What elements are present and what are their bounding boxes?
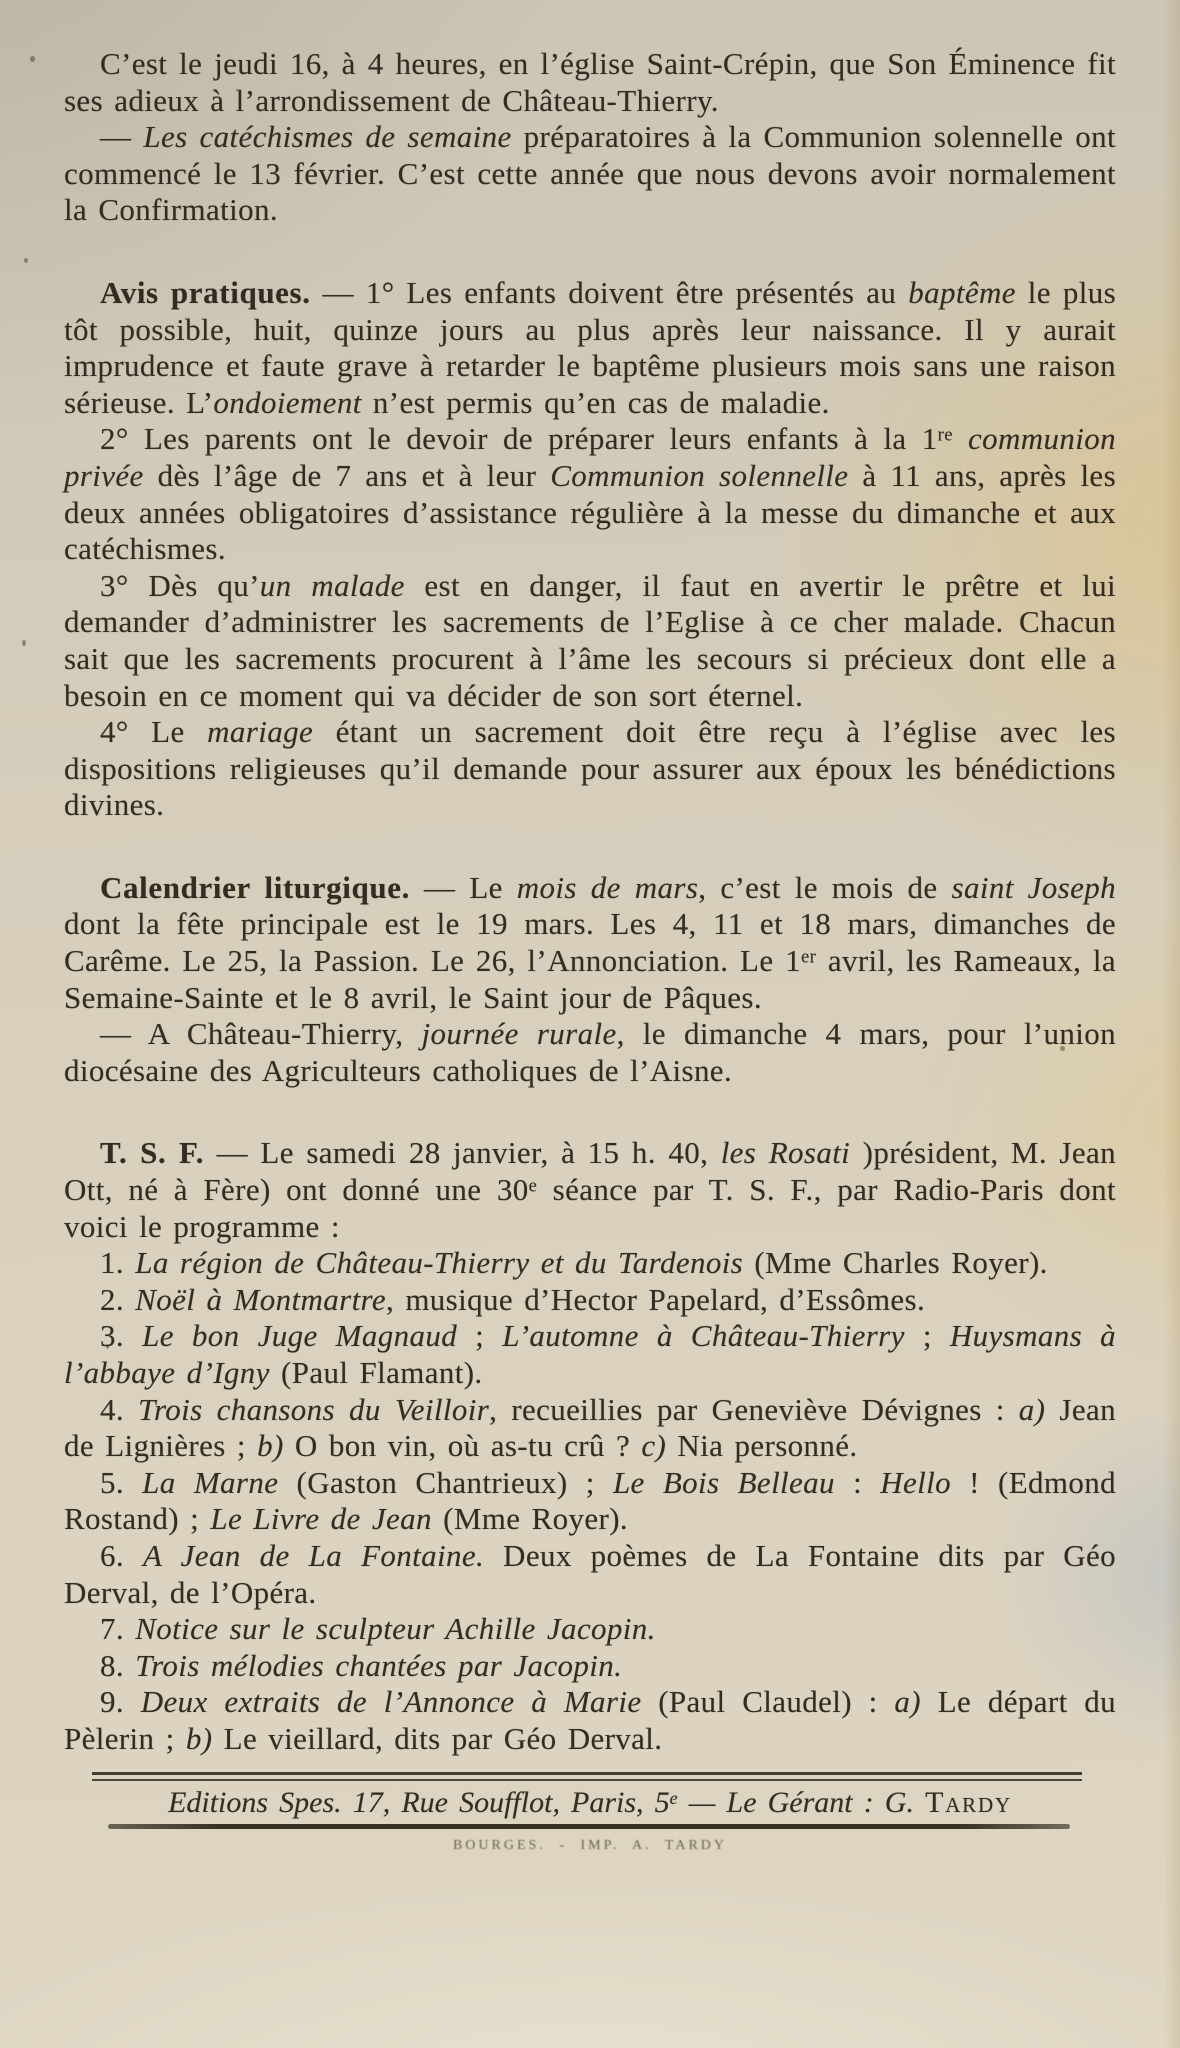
text-segment: (Mme Royer). <box>431 1501 629 1537</box>
text-segment: (Paul Claudel) : <box>641 1684 895 1720</box>
text-segment: avril, les Rameaux, la Semaine-Sainte et le 8 avril, le Saint jour de Pâques. <box>64 943 1117 1015</box>
printer-imprint: BOURGES. - IMP. A. TARDY <box>452 1837 728 1853</box>
text-segment: , recueillies par Geneviève Dévignes : <box>489 1391 1019 1427</box>
tsf-item-3 <box>64 1318 1116 1391</box>
text-segment: e <box>528 1175 538 1197</box>
text-segment: — Le Gérant : G. <box>677 1785 926 1819</box>
calendrier-heading-paragraph <box>64 870 1116 1016</box>
text-segment: Deux extraits de l’Annonce à Marie <box>140 1684 642 1720</box>
text-segment: , c’est le mois de <box>698 869 952 905</box>
text-segment: Le bon Juge Magnaud <box>142 1318 458 1354</box>
text-segment: Communion solennelle <box>550 457 849 493</box>
text-segment: Hello <box>880 1464 951 1500</box>
text-segment: ; <box>457 1318 503 1354</box>
tsf-item-7 <box>64 1611 1116 1648</box>
text-segment: 3. <box>100 1318 143 1354</box>
tsf-item-2 <box>64 1282 1116 1319</box>
text-segment: , musique d’Hector Papelard, d’Essômes. <box>385 1281 926 1317</box>
text-segment: Deux poèmes de La Fontaine dits par Géo Derval, de l’Opéra. <box>64 1537 1117 1610</box>
tsf-heading-paragraph <box>64 1135 1116 1245</box>
text-segment: Le Bois Belleau <box>612 1464 835 1500</box>
text-segment: )président, M. Jean Ott, né à Fère) ont donné une 30 <box>64 1135 1117 1208</box>
text-segment: Huysmans à l’abbaye d’Igny <box>64 1318 1116 1390</box>
text-segment: A Jean de La Fontaine. <box>142 1537 485 1573</box>
text-segment: 1. <box>100 1245 136 1281</box>
section-avis-pratiques <box>64 275 1116 824</box>
text-segment: dès l’âge de 7 ans et à leur <box>143 457 551 493</box>
text-segment: La région de Château-Thierry et du Tardenois <box>135 1245 744 1281</box>
text-segment: — 1° Les enfants doivent être présentés au <box>310 274 909 310</box>
text-segment: 4° Le <box>100 714 208 750</box>
text-segment: Les catéchismes de semaine <box>143 119 512 155</box>
text-segment: (Mme Charles Royer). <box>743 1245 1048 1281</box>
footer-thick-rule <box>108 1824 1070 1829</box>
text-segment: T. S. F. <box>100 1135 205 1171</box>
text-segment: Tardy <box>925 1785 1012 1819</box>
text-segment: er <box>801 946 817 968</box>
text-segment: à 11 ans, après les deux années obligatoires d’assistance régulière à la messe du dimanche et aux catéchismes. <box>64 457 1117 567</box>
text-segment: c) <box>641 1428 667 1464</box>
text-segment: (Paul Flamant). <box>269 1355 483 1390</box>
text-segment: 3° Dès qu’ <box>100 567 260 603</box>
text-segment: 2° Les parents ont le devoir de préparer leurs enfants à la 1 <box>100 421 938 457</box>
text-segment: Noël à Montmartre <box>135 1281 386 1317</box>
text-segment: b) <box>257 1428 284 1464</box>
text-segment: Avis pratiques. <box>100 274 311 310</box>
footer-double-rule <box>92 1772 1082 1781</box>
text-segment: L’automne à Château-Thierry <box>502 1318 905 1354</box>
text-segment: le plus tôt possible, huit, quinze jours au plus après leur naissance. Il y aurait imprudence et faute grave à retarder le baptême plusieurs mois sans une raison sérieuse. L’ <box>64 274 1117 420</box>
text-segment: 7. <box>100 1611 136 1647</box>
text-segment: b) <box>185 1720 213 1756</box>
text-segment: 9. <box>100 1684 141 1720</box>
text-segment: préparatoires à la Communion solennelle ont commencé le 13 février. C’est cette année que nous devons avoir normalement la Confirmation. <box>64 119 1116 228</box>
text-segment: 8. <box>100 1647 136 1683</box>
text-segment: 5. <box>100 1464 143 1500</box>
text-segment: n’est permis qu’en cas de maladie. <box>361 384 830 420</box>
text-segment: dont la fête principale est le 19 mars. Les 4, 11 et 18 mars, dimanches de Carême. Le 25, la Passion. Le 26, l’Annonciation. Le 1 <box>64 906 1116 979</box>
text-segment: Nia personné. <box>666 1428 858 1464</box>
avis-item-2 <box>64 421 1116 567</box>
text-segment: La Marne <box>142 1464 279 1500</box>
text-segment: ! (Edmond Rostand) ; <box>64 1464 1116 1537</box>
section-intro <box>64 46 1116 229</box>
tsf-item-9 <box>64 1684 1116 1757</box>
text-segment: (Gaston Chantrieux) ; <box>278 1464 613 1500</box>
tsf-item-5 <box>64 1465 1116 1538</box>
text-segment: les Rosati <box>720 1135 851 1171</box>
text-segment: a) <box>1018 1391 1046 1427</box>
text-segment: un malade <box>259 567 405 603</box>
text-segment: : <box>834 1464 881 1500</box>
page-footer <box>64 1772 1116 1854</box>
tsf-item-1 <box>64 1245 1116 1282</box>
text-segment: O bon vin, où as-tu crû ? <box>283 1428 642 1464</box>
text-segment: C’est le jeudi 16, à 4 heures, en l’église Saint-Crépin, que Son Éminence fit ses adieux à l’arrondissement de Château-Thierry. <box>64 46 1116 118</box>
text-segment: Trois mélodies chantées par Jacopin. <box>135 1647 623 1683</box>
text-segment: re <box>937 424 953 446</box>
text-segment: est en danger, il faut en avertir le prêtre et lui demander d’administrer les sacrements de l’Eglise à ce cher malade. Chacun sait que les sacrements procurent à l’âme les secours si précieux dont elle a besoin en ce moment qui va décider de son sort éternel. <box>64 567 1116 713</box>
text-segment: baptême <box>908 274 1016 310</box>
text-segment: — <box>100 119 144 155</box>
text-segment: journée rurale <box>421 1016 617 1052</box>
text-segment: ondoiement <box>213 384 362 420</box>
text-segment: Trois chansons du Veilloir <box>138 1391 490 1427</box>
section-tsf-programme <box>64 1135 1116 1757</box>
document-body <box>64 46 1116 1758</box>
text-segment: saint Joseph <box>951 869 1116 905</box>
text-segment: Notice sur le sculpteur Achille Jacopin. <box>135 1611 656 1647</box>
text-segment: mariage <box>207 714 314 750</box>
tsf-item-4 <box>64 1392 1116 1465</box>
text-segment: a) <box>894 1684 921 1720</box>
tsf-item-8 <box>64 1648 1116 1685</box>
publisher-line <box>64 1785 1116 1821</box>
text-segment: — A Château-Thierry, <box>100 1016 422 1052</box>
calendrier-journee-rurale <box>64 1016 1116 1089</box>
text-segment: e <box>669 1787 678 1808</box>
avis-heading-paragraph <box>64 275 1116 421</box>
section-calendrier-liturgique <box>64 870 1116 1090</box>
text-segment: — Le <box>409 869 517 905</box>
text-segment: étant un sacrement doit être reçu à l’église avec les dispositions religieuses qu’il demande pour assurer aux époux les bénédictions divines. <box>64 714 1116 823</box>
paragraph-eminence-adieux <box>64 46 1116 119</box>
text-segment: Calendrier liturgique. <box>100 869 410 905</box>
text-segment: séance par T. S. F., par Radio-Paris dont voici le programme : <box>64 1172 1117 1244</box>
tsf-item-6 <box>64 1538 1116 1611</box>
text-segment: 6. <box>100 1537 143 1573</box>
text-segment: mois de mars <box>516 869 699 905</box>
paragraph-catechismes <box>64 119 1116 229</box>
avis-item-3 <box>64 568 1116 714</box>
text-segment: ; <box>904 1318 950 1354</box>
text-segment: — Le samedi 28 janvier, à 15 h. 40, <box>204 1135 721 1171</box>
text-segment: Le départ du Pèlerin ; <box>64 1684 1117 1756</box>
text-segment: 4. <box>100 1391 139 1427</box>
avis-item-4 <box>64 714 1116 824</box>
text-segment: communion privée <box>64 421 1116 493</box>
text-segment: Editions Spes. 17, Rue Soufflot, Paris, 5 <box>168 1785 670 1819</box>
text-segment: , le dimanche 4 mars, pour l’union diocésaine des Agriculteurs catholiques de l’Aisne. <box>64 1016 1116 1088</box>
text-segment: Le vieillard, dits par Géo Derval. <box>212 1720 663 1756</box>
text-segment: Le Livre de Jean <box>210 1501 432 1537</box>
text-segment: 2. <box>100 1281 136 1317</box>
text-segment: Jean de Lignières ; <box>64 1391 1116 1464</box>
